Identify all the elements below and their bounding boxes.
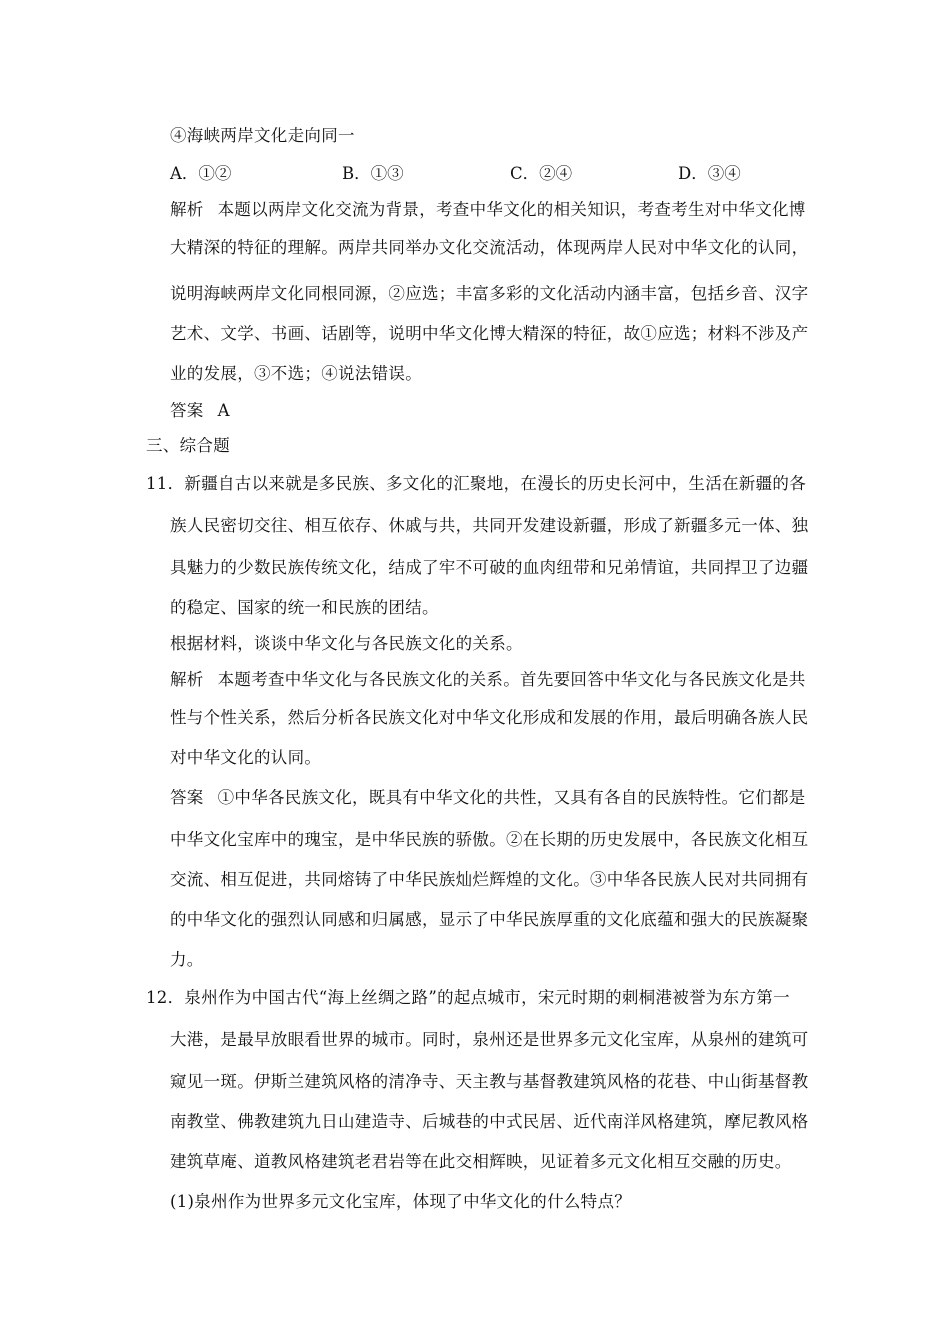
q10-option-b: B．①③ — [342, 164, 404, 183]
q10-option-c: C．②④ — [510, 164, 573, 183]
q11-answer-line-1 — [170, 788, 806, 808]
q11-answer-line-3: 交流、相互促进，共同熔铸了中华民族灿烂辉煌的文化。③中华各民族人民对共同拥有 — [170, 870, 809, 889]
q12-stem-line-3: 窥见一斑。伊斯兰建筑风格的清净寺、天主教与基督教建筑风格的花巷、中山街基督教 — [170, 1072, 809, 1091]
q11-answer-text-1: ①中华各民族文化，既具有中华文化的共性，又具有各自的民族特性。它们都是 — [217, 788, 806, 807]
q10-answer-value: A — [217, 401, 230, 420]
q12-subquestion-1: (1)泉州作为世界多元文化宝库，体现了中华文化的什么特点？ — [170, 1192, 632, 1211]
q10-analysis-text-1: 本题以两岸文化交流为背景，考查中华文化的相关知识，考查考生对中华文化博 — [217, 200, 806, 219]
q11-stem-line-4: 的稳定、国家的统一和民族的团结。 — [170, 598, 439, 617]
q10-answer — [170, 401, 230, 421]
q12-stem-line-4: 南教堂、佛教建筑九日山建造寺、后城巷的中式民居、近代南洋风格建筑，摩尼教风格 — [170, 1112, 809, 1131]
q11-number: 11． — [146, 474, 185, 493]
q11-analysis-line-2: 性与个性关系，然后分析各民族文化对中华文化形成和发展的作用，最后明确各族人民 — [170, 708, 809, 727]
section-title: 三、综合题 — [146, 436, 230, 455]
q10-analysis-line-4: 艺术、文学、书画、话剧等，说明中华文化博大精深的特征，故①应选；材料不涉及产 — [170, 324, 809, 343]
q10-analysis-line-5: 业的发展，③不选；④说法错误。 — [170, 364, 422, 383]
q10-option-d: D．③④ — [678, 164, 741, 183]
q12-stem-line-1 — [146, 988, 790, 1008]
q11-answer-label: 答案 — [170, 788, 204, 807]
q11-analysis-line-1 — [170, 670, 806, 690]
q12-stem-line-5: 建筑草庵、道教风格建筑老君岩等在此交相辉映，见证着多元文化相互交融的历史。 — [170, 1152, 792, 1171]
q10-item-4: ④海峡两岸文化走向同一 — [170, 126, 355, 145]
q10-option-a: A．①② — [170, 164, 232, 183]
q10-analysis-line-1 — [170, 200, 806, 220]
q11-stem-text-1: 新疆自古以来就是多民族、多文化的汇聚地，在漫长的历史长河中，生活在新疆的各 — [184, 474, 807, 493]
q11-answer-line-4: 的中华文化的强烈认同感和归属感，显示了中华民族厚重的文化底蕴和强大的民族凝聚 — [170, 910, 809, 929]
q12-stem-text-1: 泉州作为中国古代“海上丝绸之路”的起点城市，宋元时期的刺桐港被誉为东方第一 — [184, 988, 790, 1007]
q11-question: 根据材料，谈谈中华文化与各民族文化的关系。 — [170, 634, 523, 653]
q10-analysis-line-3: 说明海峡两岸文化同根同源，②应选；丰富多彩的文化活动内涵丰富，包括乡音、汉字 — [170, 284, 809, 303]
q11-answer-line-2: 中华文化宝库中的瑰宝，是中华民族的骄傲。②在长期的历史发展中，各民族文化相互 — [170, 830, 809, 849]
q11-answer-line-5: 力。 — [170, 950, 204, 969]
q12-number: 12． — [146, 988, 185, 1007]
q11-analysis-label: 解析 — [170, 670, 204, 689]
q11-stem-line-3: 具魅力的少数民族传统文化，结成了牢不可破的血肉纽带和兄弟情谊，共同捍卫了边疆 — [170, 558, 809, 577]
q12-stem-line-2: 大港，是最早放眼看世界的城市。同时，泉州还是世界多元文化宝库，从泉州的建筑可 — [170, 1030, 809, 1049]
q10-analysis-label: 解析 — [170, 200, 204, 219]
q10-analysis-line-2: 大精深的特征的理解。两岸共同举办文化交流活动，体现两岸人民对中华文化的认同， — [170, 238, 809, 257]
q10-answer-label: 答案 — [170, 401, 204, 420]
q11-stem-line-2: 族人民密切交往、相互依存、休戚与共，共同开发建设新疆，形成了新疆多元一体、独 — [170, 516, 809, 535]
q11-analysis-line-3: 对中华文化的认同。 — [170, 748, 322, 767]
q11-stem-line-1 — [146, 474, 806, 494]
q11-analysis-text-1: 本题考查中华文化与各民族文化的关系。首先要回答中华文化与各民族文化是共 — [217, 670, 806, 689]
